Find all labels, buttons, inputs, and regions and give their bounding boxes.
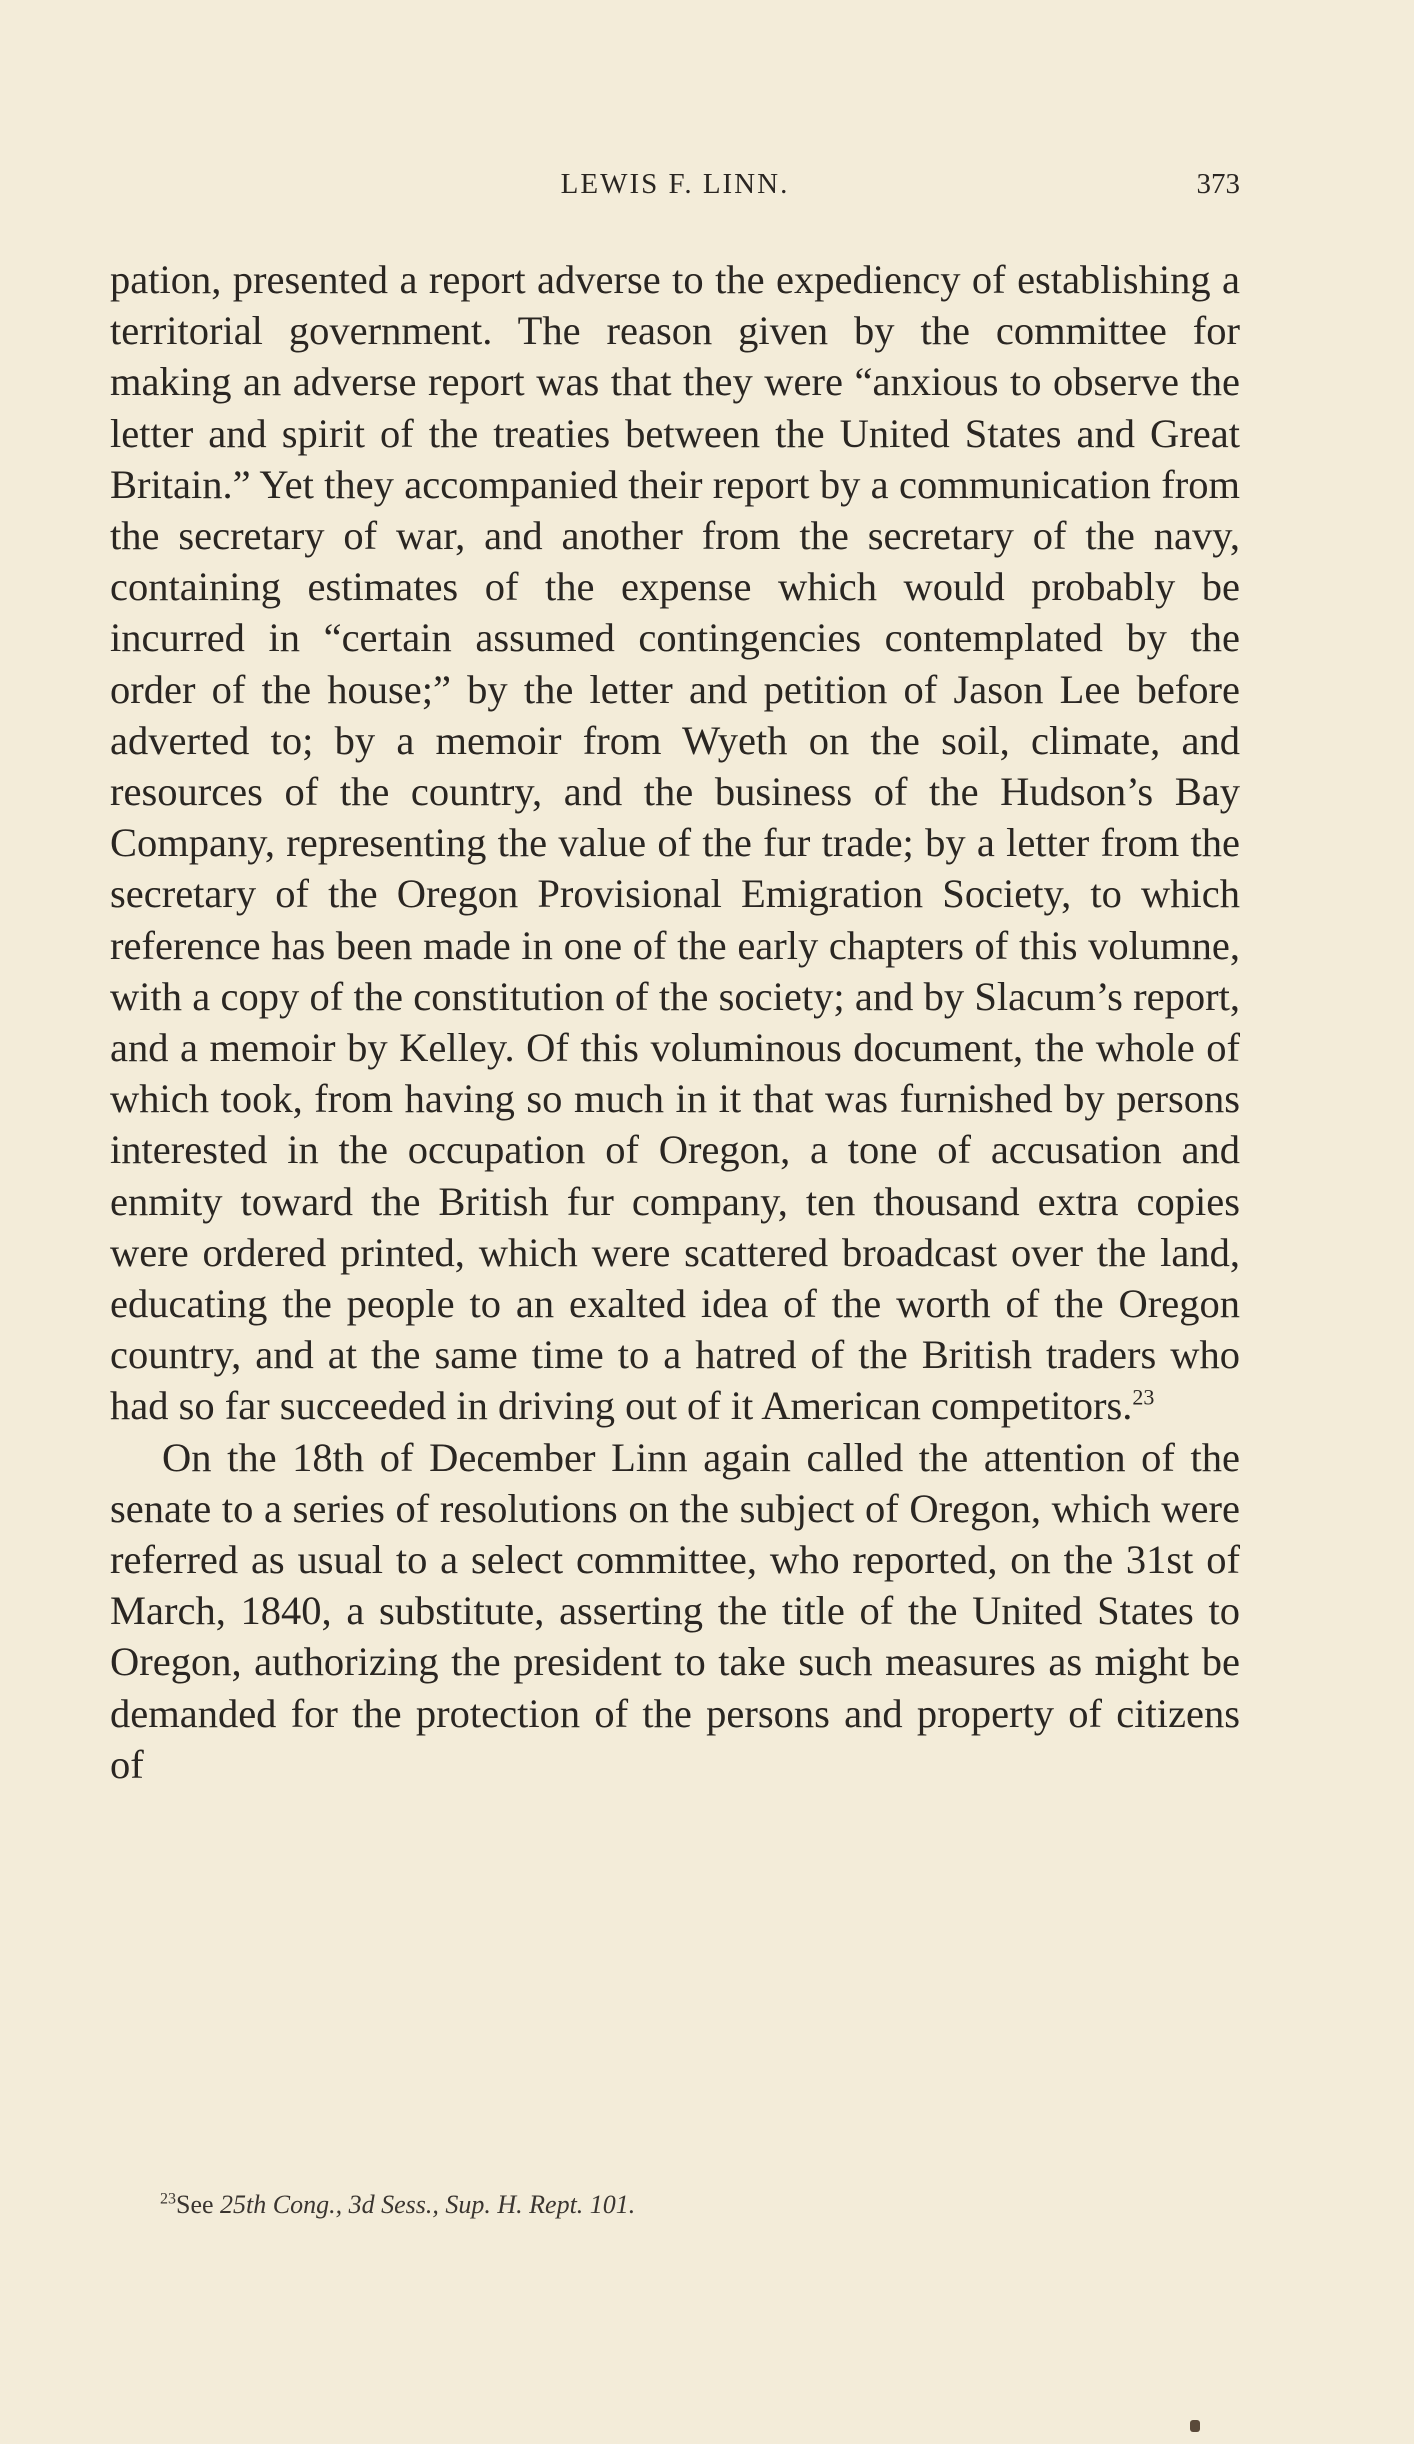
print-speck [1190, 2420, 1200, 2432]
footnote-reference: 23 [1132, 1384, 1155, 1410]
page-number: 373 [1196, 168, 1240, 200]
body-text [110, 254, 1240, 1790]
paragraph-2-text: On the 18th of December Linn again called the attention of the senate to a series of resolutions on the subject of Oregon, which were referred as usual to a select committee, who reported, on the 31st of March, 1840, a substitute, asserting the title of the United States to Oregon, authorizing the president to take such measures as might be demanded for the protection of the persons and property of citizens of [110, 1434, 1240, 1787]
footnote-number: 23 [160, 2190, 176, 2208]
paragraph-1 [110, 254, 1240, 1432]
footnote [160, 2190, 1240, 2220]
footnote-citation: 25th Cong., 3d Sess., Sup. H. Rept. 101. [220, 2190, 636, 2219]
paragraph-1-text: pation, presented a report adverse to the expediency of establishing a territorial government. The reason given by the committee for making an adverse report was that they were “anxious to observe the letter and spirit of the treaties between the United States and Great Britain.” Yet they accompanied their report by a communication from the secretary of war, and another from the secretary of the navy, containing estimates of the expense which would probably be incurred in “certain assumed contingencies contemplated by the order of the house;” by the letter and petition of Jason Lee before adverted to; by a memoir from Wyeth on the soil, climate, and resources of the country, and the business of the Hudson’s Bay Company, representing the value of the fur trade; by a letter from the secretary of the Oregon Provisional Emigration Society, to which reference has been made in one of the early chapters of this volumne, with a copy of the constitution of the society; and by Slacum’s report, and a memoir by Kelley. Of this voluminous document, the whole of which took, from having so much in it that was furnished by persons interested in the occupation of Oregon, a tone of accusation and enmity toward the British fur company, ten thousand extra copies were ordered printed, which were scattered broadcast over the land, educating the people to an exalted idea of the worth of the Oregon country, and at the same time to a hatred of the British traders who had so far succeeded in driving out of it American competitors. [110, 257, 1240, 1429]
running-head [110, 168, 1240, 208]
paragraph-2 [110, 1432, 1240, 1790]
footnote-prefix: See [176, 2190, 214, 2219]
running-head-title: LEWIS F. LINN. [560, 168, 790, 200]
